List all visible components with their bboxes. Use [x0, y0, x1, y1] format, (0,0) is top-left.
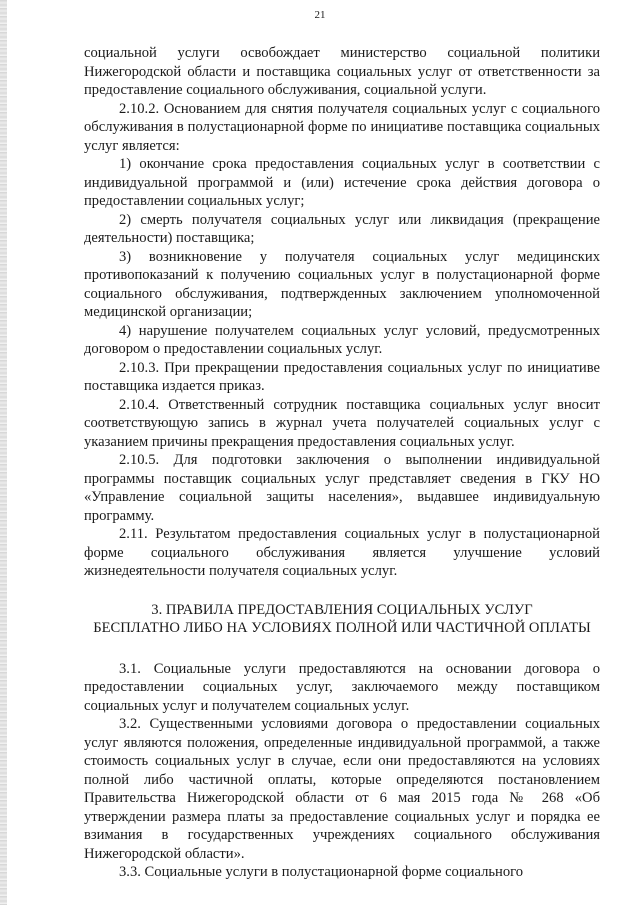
page-number: 21 — [314, 9, 326, 21]
p-item-2: 2) смерть получателя социальных услуг или ликвидация (прекращение деятельности) поставщика; — [84, 211, 600, 246]
p-3-2: 3.2. Существенными условиями договора о предоставлении социальных услуг являются положения, определенные индивидуальной программой, а также стоимость социальных услуг в случае, если они предоставляются на условиях полной либо частичной оплаты, которые определяются постановлением Правительства Нижегородской области от 6 мая 2015 года № 268 «Об утверждении размера платы за предоставление социальных услуг и порядка ее взимания в государственных учреждениях социального обслуживания Нижегородской области». — [84, 716, 600, 862]
p-2-11: 2.11. Результатом предоставления социальных услуг в полустационарной форме социального обслуживания является улучшение условий жизнедеятельности получателя социальных услуг. — [84, 526, 600, 579]
section-heading-line-1: 3. ПРАВИЛА ПРЕДОСТАВЛЕНИЯ СОЦИАЛЬНЫХ УСЛУГ — [151, 601, 533, 618]
paragraphs-before-section — [84, 44, 600, 581]
p-3-1: 3.1. Социальные услуги предоставляются на основании договора о предоставлении социальных услуг, заключаемого между поставщиком социальных услуг и получателем социальных услуг. — [84, 660, 600, 714]
p-item-4: 4) нарушение получателем социальных услуг условий, предусмотренных договором о предоставлении социальных услуг. — [84, 322, 600, 357]
p-2-10-2: 2.10.2. Основанием для снятия получателя социальных услуг с социального обслуживания в полустационарной форме по инициативе поставщика социальных услуг является: — [84, 100, 600, 154]
p-2-10-3: 2.10.3. При прекращении предоставления социальных услуг по инициативе поставщика издается приказ. — [84, 359, 600, 394]
p-3-3: 3.3. Социальные услуги в полустационарной форме социального — [119, 864, 524, 880]
document-body — [84, 44, 600, 882]
p-item-3: 3) возникновение у получателя социальных услуг медицинских противопоказаний к получению социальных услуг в полустационарной форме социального обслуживания, подтвержденных заключением уполномоченной медицинской организации; — [84, 248, 600, 320]
section-heading-line-2: БЕСПЛАТНО ЛИБО НА УСЛОВИЯХ ПОЛНОЙ ИЛИ ЧАСТИЧНОЙ ОПЛАТЫ — [93, 620, 591, 636]
scan-edge-artifact — [0, 0, 7, 905]
p-2-10-5: 2.10.5. Для подготовки заключения о выполнении индивидуальной программы поставщик социальных услуг представляет сведения в ГКУ НО «Управление социальной защиты населения», выдавшее индивидуальную программу. — [84, 452, 600, 524]
section-heading — [84, 601, 600, 638]
paragraphs-section-3 — [84, 660, 600, 882]
p-continuation: социальной услуги освобождает министерство социальной политики Нижегородской области и поставщика социальных услуг от ответственности за предоставление социального обслуживания, социальной услуги. — [84, 45, 600, 98]
p-2-10-4: 2.10.4. Ответственный сотрудник поставщика социальных услуг вносит соответствующую запись в журнал учета получателей социальных услуг с указанием причины прекращения предоставления социальных услуг. — [84, 396, 600, 450]
p-item-1: 1) окончание срока предоставления социальных услуг в соответствии с индивидуальной программой и (или) истечение срока действия договора о предоставлении социальных услуг; — [84, 156, 600, 209]
